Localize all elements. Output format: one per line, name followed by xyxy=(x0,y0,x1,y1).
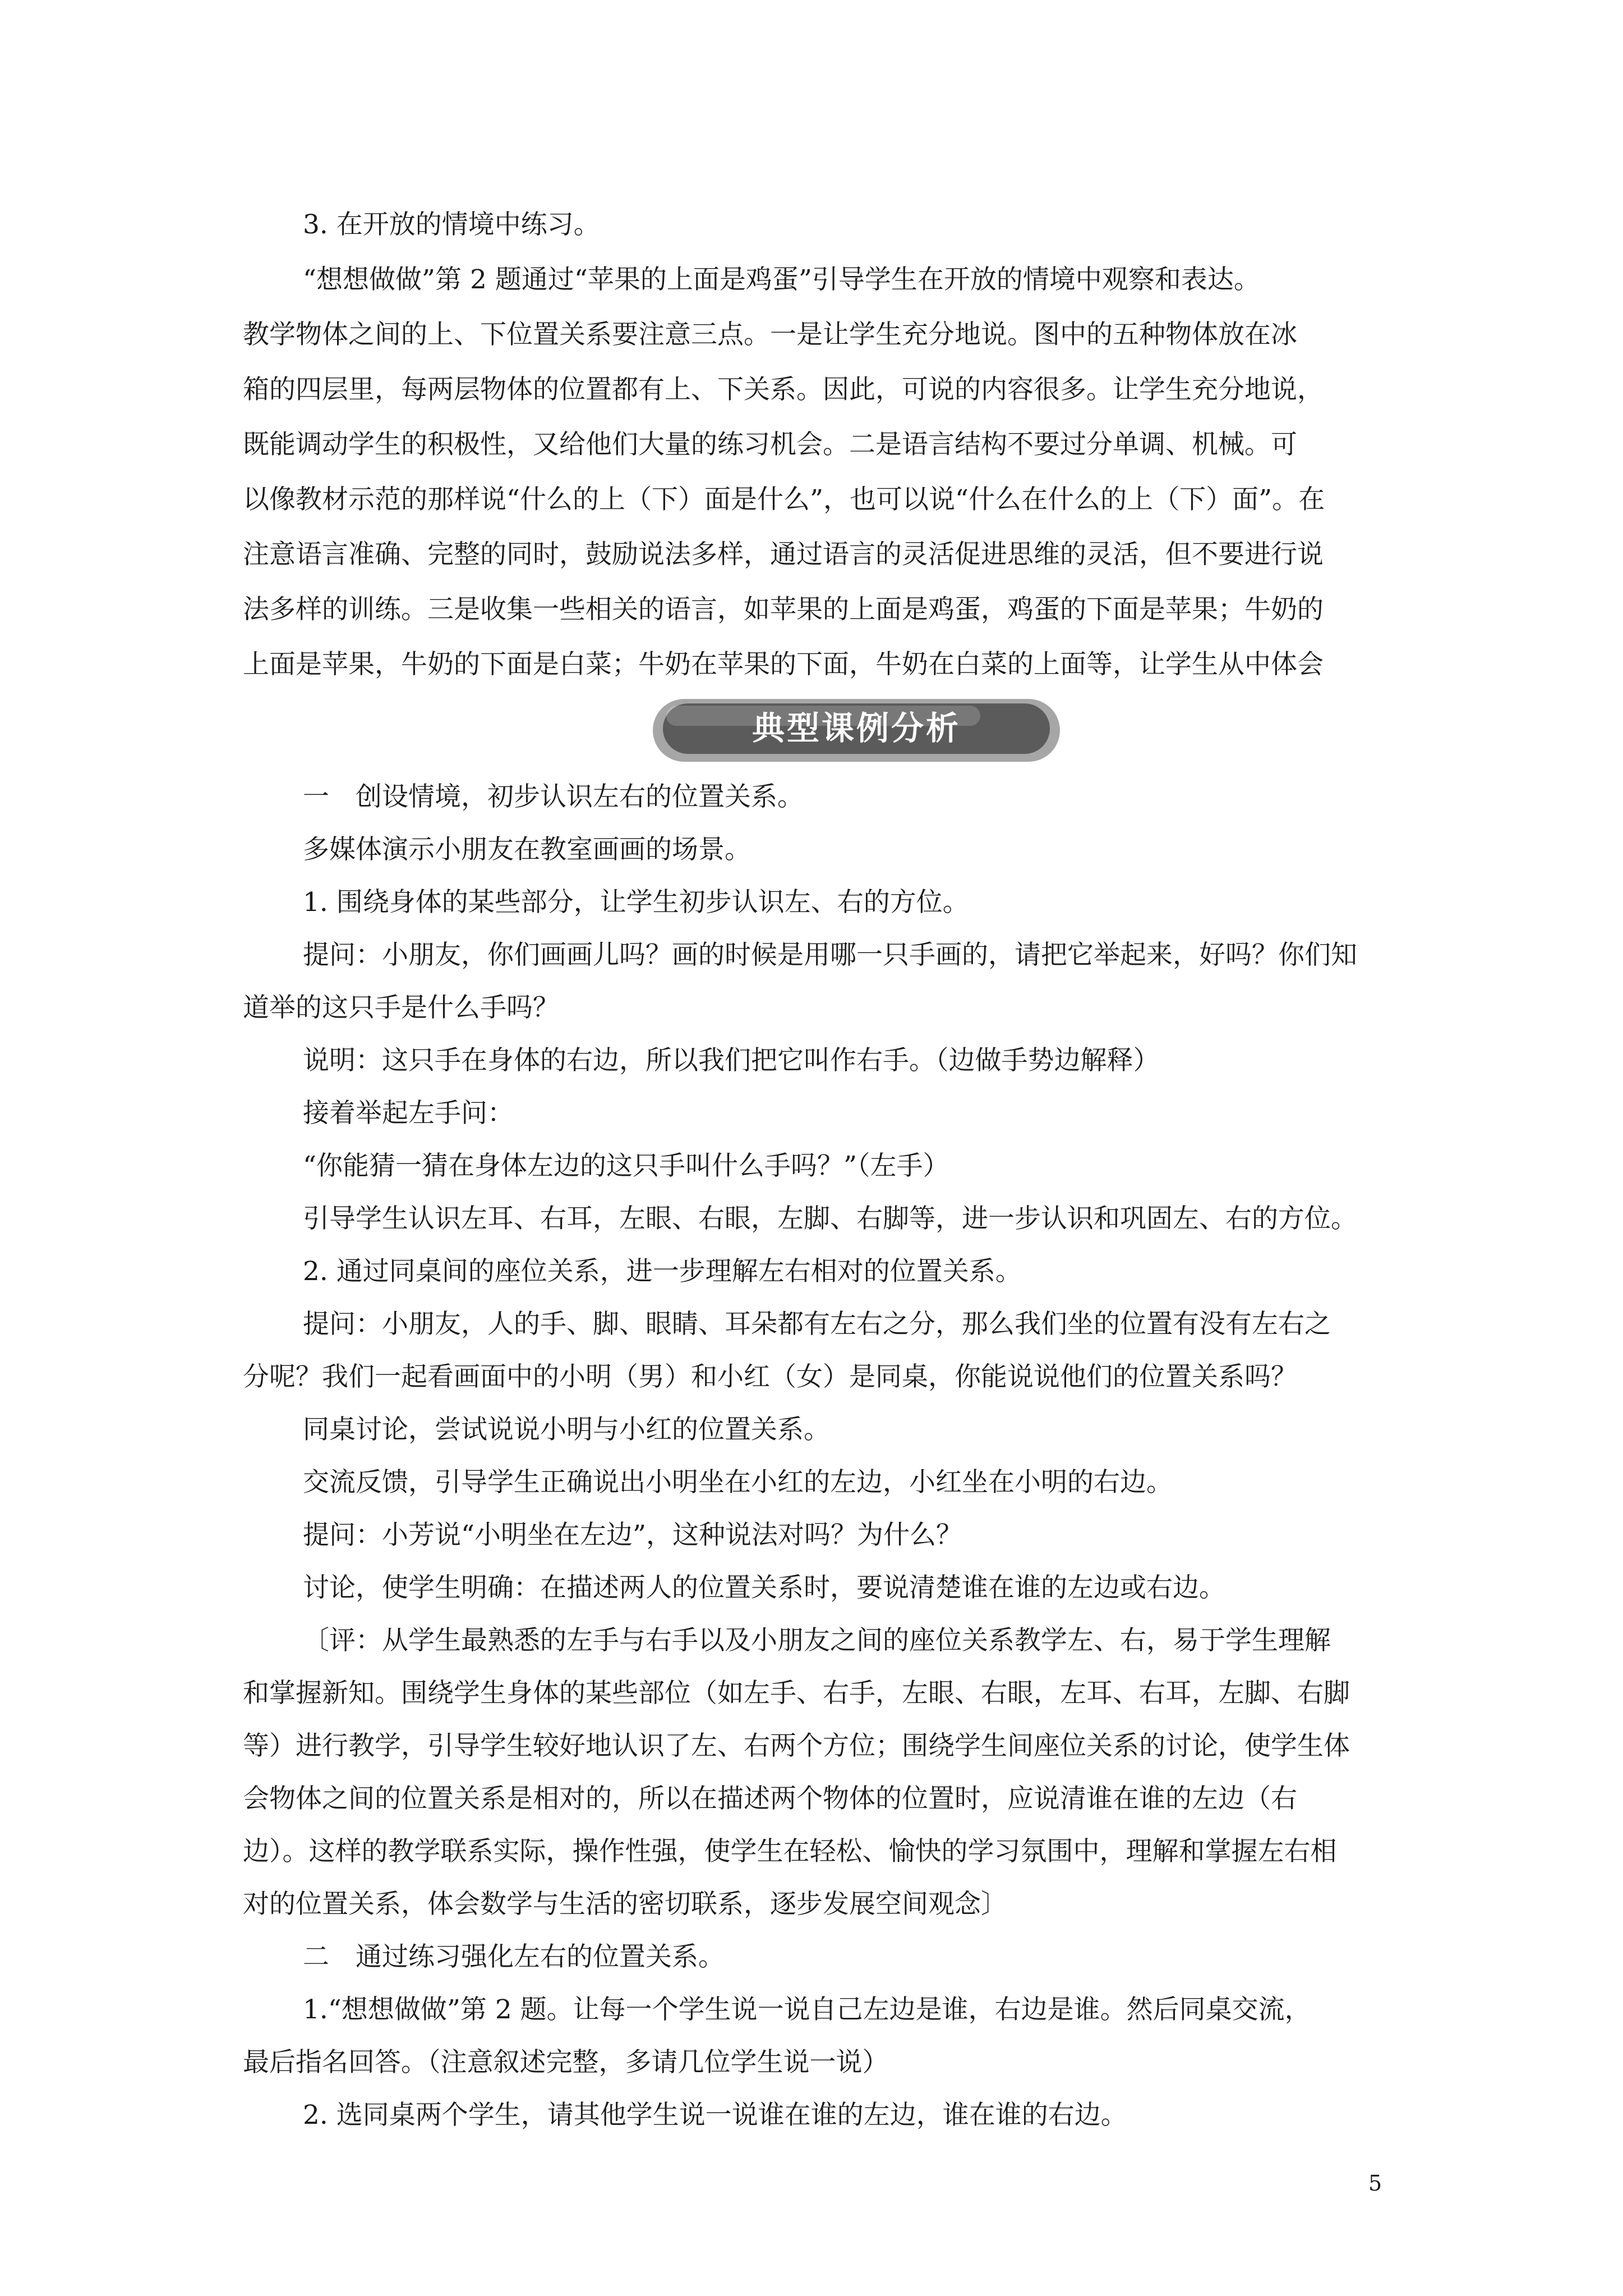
paragraph-line: 会物体之间的位置关系是相对的，所以在描述两个物体的位置时，应说清谁在谁的左边（右 xyxy=(243,1783,1297,1814)
paragraph-line: 箱的四层里，每两层物体的位置都有上、下关系。因此，可说的内容很多。让学生充分地说， xyxy=(243,374,1324,405)
section-heading-banner xyxy=(653,699,1060,762)
paragraph-line: 上面是苹果，牛奶的下面是白菜；牛奶在苹果的下面，牛奶在白菜的上面等，让学生从中体会 xyxy=(243,649,1324,680)
paragraph-line: 〔评：从学生最熟悉的左手与右手以及小朋友之间的座位关系教学左、右，易于学生理解 xyxy=(303,1625,1331,1656)
paragraph-line: 既能调动学生的积极性，又给他们大量的练习机会。二是语言结构不要过分单调、机械。可 xyxy=(243,429,1297,460)
paragraph-line: 接着举起左手问： xyxy=(303,1098,514,1129)
paragraph-line: 法多样的训练。三是收集一些相关的语言，如苹果的上面是鸡蛋，鸡蛋的下面是苹果；牛奶的 xyxy=(243,594,1324,625)
paragraph-line: 1. 围绕身体的某些部分，让学生初步认识左、右的方位。 xyxy=(303,887,969,918)
section-heading: 典型课例分析 xyxy=(751,709,961,747)
paragraph-line: 多媒体演示小朋友在教室画画的场景。 xyxy=(303,834,751,865)
paragraph-line: 道举的这只手是什么手吗？ xyxy=(243,992,559,1023)
paragraph-line: 交流反馈，引导学生正确说出小明坐在小红的左边，小红坐在小明的右边。 xyxy=(303,1467,1173,1498)
paragraph-line: 以像教材示范的那样说“什么的上（下）面是什么”，也可以说“什么在什么的上（下）面”。在 xyxy=(243,484,1325,515)
paragraph-line: 对的位置关系，体会数学与生活的密切联系，逐步发展空间观念〕 xyxy=(243,1889,1007,1920)
paragraph-line: 2. 选同桌两个学生，请其他学生说一说谁在谁的左边，谁在谁的右边。 xyxy=(303,2100,1127,2131)
paragraph-line: 同桌讨论，尝试说说小明与小红的位置关系。 xyxy=(303,1414,830,1445)
paragraph-line: 教学物体之间的上、下位置关系要注意三点。一是让学生充分地说。图中的五种物体放在冰 xyxy=(243,319,1297,350)
page-number: 5 xyxy=(1368,2171,1382,2196)
paragraph-line: 二 通过练习强化左右的位置关系。 xyxy=(303,1941,725,1972)
paragraph-line: 分呢？我们一起看画面中的小明（男）和小红（女）是同桌，你能说说他们的位置关系吗？ xyxy=(243,1361,1297,1392)
paragraph-line: 等）进行教学，引导学生较好地认识了左、右两个方位；围绕学生间座位关系的讨论，使学生体 xyxy=(243,1731,1350,1761)
paragraph-line: 提问：小朋友，你们画画儿吗？画的时候是用哪一只手画的，请把它举起来，好吗？你们知 xyxy=(303,940,1357,970)
paragraph-line: 最后指名回答。（注意叙述完整，多请几位学生说一说） xyxy=(243,2047,889,2078)
paragraph-line: 边）。这样的教学联系实际，操作性强，使学生在轻松、愉快的学习氛围中，理解和掌握左右相 xyxy=(243,1836,1337,1867)
paragraph-line: “你能猜一猜在身体左边的这只手叫什么手吗？”（左手） xyxy=(303,1151,949,1181)
paragraph-line: 注意语言准确、完整的同时，鼓励说法多样，通过语言的灵活促进思维的灵活，但不要进行说 xyxy=(243,539,1324,570)
paragraph-line: “想想做做”第 2 题通过“苹果的上面是鸡蛋”引导学生在开放的情境中观察和表达。 xyxy=(303,264,1260,295)
paragraph-line: 1.“想想做做”第 2 题。让每一个学生说一说自己左边是谁，右边是谁。然后同桌交流， xyxy=(303,1994,1311,2025)
paragraph-line: 2. 通过同桌间的座位关系，进一步理解左右相对的位置关系。 xyxy=(303,1256,1022,1287)
paragraph-line: 提问：小芳说“小明坐在左边”，这种说法对吗？为什么？ xyxy=(303,1520,963,1550)
paragraph-line: 说明：这只手在身体的右边，所以我们把它叫作右手。（边做手势边解释） xyxy=(303,1045,1160,1076)
paragraph-line: 提问：小朋友，人的手、脚、眼睛、耳朵都有左右之分，那么我们坐的位置有没有左右之 xyxy=(303,1309,1331,1340)
paragraph-line: 讨论，使学生明确：在描述两人的位置关系时，要说清楚谁在谁的左边或右边。 xyxy=(303,1572,1225,1603)
paragraph-line: 引导学生认识左耳、右耳，左眼、右眼，左脚、右脚等，进一步认识和巩固左、右的方位。 xyxy=(303,1203,1357,1234)
paragraph-line: 3. 在开放的情境中练习。 xyxy=(303,209,600,240)
paragraph-line: 和掌握新知。围绕学生身体的某些部位（如左手、右手，左眼、右眼，左耳、右耳，左脚、右脚 xyxy=(243,1678,1350,1709)
paragraph-line: 一 创设情境，初步认识左右的位置关系。 xyxy=(303,781,804,812)
